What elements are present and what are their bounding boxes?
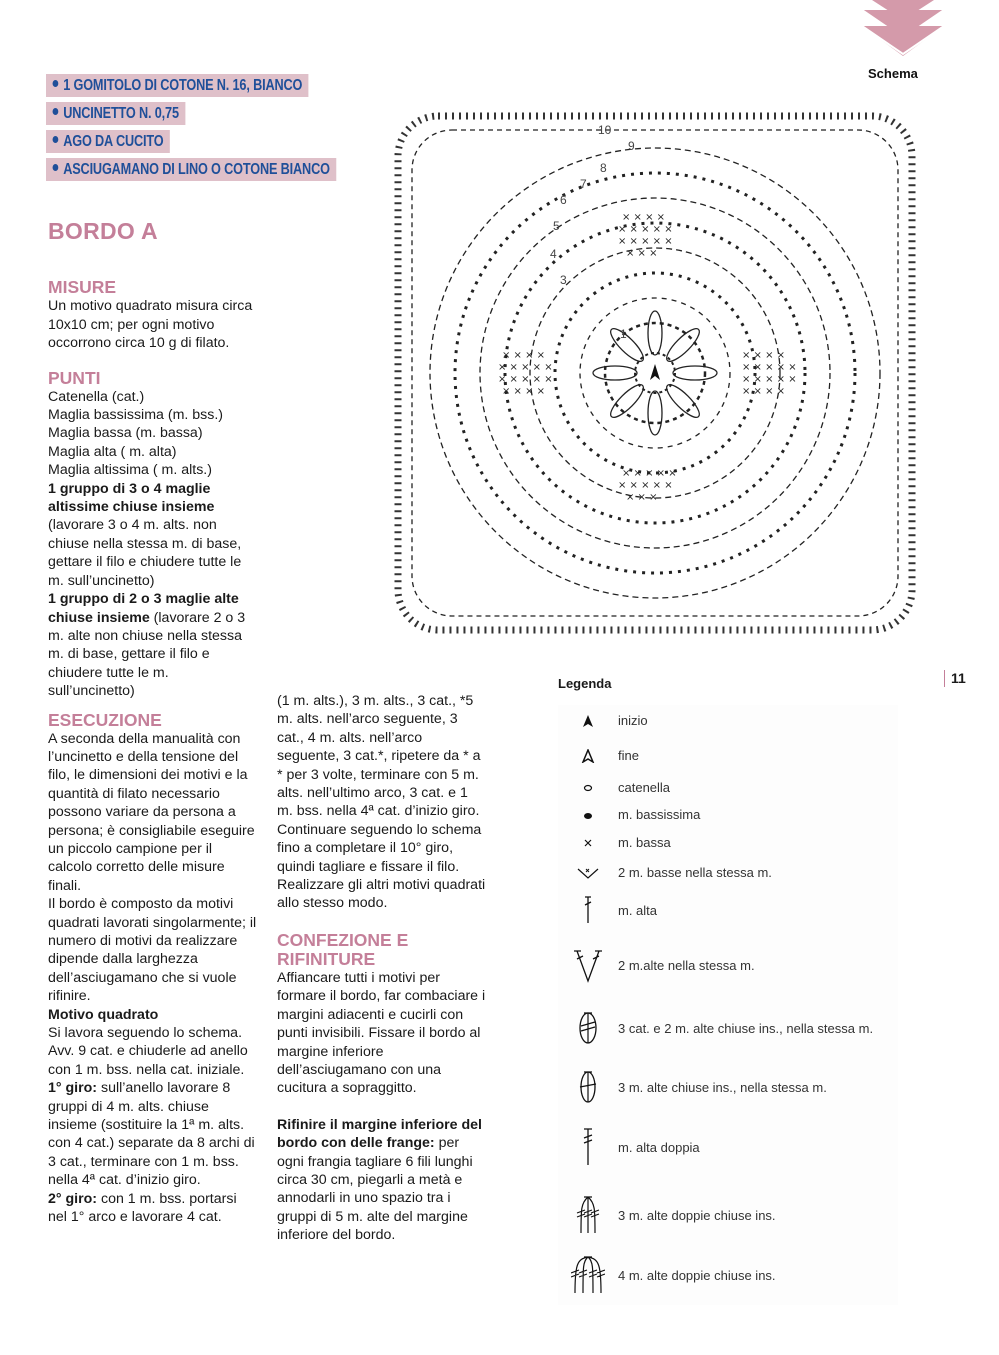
legend-item: inizio <box>558 713 648 728</box>
others-text: Realizzare gli altri motivi quadrati allo stesso modo. <box>277 877 486 912</box>
svg-text:7: 7 <box>580 177 587 191</box>
giro2-label: 2° giro: <box>48 1190 98 1207</box>
svg-text:× × × × ×: × × × × × <box>498 362 553 373</box>
article-column-2 <box>277 692 487 1245</box>
heading-esecuzione: ESECUZIONE <box>48 709 162 730</box>
double-crochet-icon <box>582 895 594 925</box>
heading-misure: MISURE <box>48 277 117 298</box>
svg-text:× × × ×: × × × × <box>742 386 786 397</box>
svg-text:× × ×: × × × <box>626 248 658 259</box>
article-title: BORDO A <box>48 218 158 244</box>
article-column-1 <box>48 218 258 1227</box>
group2-title: 1 gruppo di 2 o 3 maglie alte chiuse insieme <box>48 591 239 626</box>
legend-item: m. alta <box>558 895 657 925</box>
svg-text:4: 4 <box>550 247 557 261</box>
svg-text:3: 3 <box>560 273 567 287</box>
two-dc-same-stitch-icon <box>573 947 603 983</box>
svg-text:× × × × ×: × × × × × <box>618 480 673 491</box>
svg-text:10: 10 <box>598 123 612 137</box>
4tr-cluster-icon <box>571 1255 605 1295</box>
heading-confezione: CONFEZIONE E RIFINITURE <box>277 929 409 969</box>
bullet-icon <box>53 108 59 115</box>
legend-item: 3 m. alte doppie chiuse ins. <box>558 1195 776 1235</box>
legend-item: m. alta doppia <box>558 1127 700 1167</box>
legend-item: m. bassa <box>558 835 671 850</box>
material-item: UNCINETTO N. 0,75 <box>46 102 185 125</box>
material-item: 1 GOMITOLO DI COTONE N. 16, BIANCO <box>46 74 309 97</box>
esecuzione-p1: A seconda della manualità con l’uncinetto e della tensione del filo, le dimensioni dei motivi e la quantità di filato necessario possono variare da persona a persona; è consigliabile eseguire un piccolo campione per il calcolo corretto delle misure finali. <box>48 730 255 894</box>
motivo-text: Si lavora seguendo lo schema. Avv. 9 cat. e chiuderle ad anello con 1 m. bss. nella cat. iniziale. <box>48 1025 248 1078</box>
single-crochet-x-icon <box>583 838 593 848</box>
bullet-icon <box>53 80 59 87</box>
start-arrow-filled-icon <box>581 714 595 728</box>
svg-text:× × × × ×: × × × × × <box>742 374 797 385</box>
end-arrow-outline-icon <box>581 749 595 763</box>
svg-text:× × × × ×: × × × × × <box>618 224 673 235</box>
svg-text:5: 5 <box>553 219 560 233</box>
punti-line: Maglia altissima ( m. alts.) <box>48 462 212 479</box>
group1-title: 1 gruppo di 3 o 4 maglie altissime chiuse insieme <box>48 480 215 516</box>
svg-text:× × ×: × × × <box>626 492 658 503</box>
heading-punti: PUNTI <box>48 367 101 388</box>
legend-item: 4 m. alte doppie chiuse ins. <box>558 1255 776 1295</box>
confezione-text: Affiancare tutti i motivi per formare il bordo, far combaciare i margini adiacenti e cucirli con punti invisibili. Fissare il bordo al margine inferiore dell’asciugamano con una cucitura a sopraggitto. <box>277 969 486 1097</box>
motivo-heading: Motivo quadrato <box>48 1006 159 1023</box>
bullet-icon <box>53 164 59 171</box>
legend-item: 2 m. basse nella stessa m. <box>558 865 772 880</box>
svg-text:× × × × ×: × × × × × <box>622 468 677 479</box>
materials-list <box>46 74 400 186</box>
frange-text: per ogni frangia tagliare 6 fili lunghi circa 30 cm, piegarli a metà e annodarli in uno spazio tra i gruppi di 5 m. alte del margine inferiore del bordo. <box>277 1135 473 1244</box>
material-item: AGO DA CUCITO <box>46 130 170 153</box>
treble-crochet-icon <box>581 1127 595 1167</box>
svg-text:9: 9 <box>628 139 635 153</box>
giro2-continued: (1 m. alts.), 3 m. alts., 3 cat., *5 m. alts. nell’arco seguente, 3 cat., 4 m. alts. nell’arco seguente, 3 cat.*, ripetere da * a * per 3 volte, terminare con 5 m. alts. nell’ultimo arco, 3 cat. e 1 m. bss. nella 4ª cat. d’inizio giro. <box>277 693 481 820</box>
crochet-diagram <box>390 108 920 638</box>
svg-text:1: 1 <box>620 327 627 341</box>
section-label: Schema <box>868 66 918 81</box>
slip-stitch-dot-icon <box>583 811 593 819</box>
page-number: 11 <box>944 670 966 687</box>
svg-text:8: 8 <box>600 161 607 175</box>
svg-text:× × × × ×: × × × × × <box>742 362 797 373</box>
svg-text:× × × ×: × × × × <box>502 350 546 361</box>
chevron-logo-icon <box>862 0 944 58</box>
svg-text:× × × × ×: × × × × × <box>618 236 673 247</box>
legend-item: m. bassissima <box>558 807 700 822</box>
punti-line: Maglia bassissima (m. bss.) <box>48 407 224 424</box>
material-item: ASCIUGAMANO DI LINO O COTONE BIANCO <box>46 158 336 181</box>
legend-item: 2 m.alte nella stessa m. <box>558 947 755 983</box>
legend-item: fine <box>558 748 639 763</box>
giro1-text: sull’anello lavorare 8 gruppi di 4 m. alts. chiuse insieme (sostituire la 1ª m. alts. con 4 cat.) separate da 8 archi di 3 cat., terminare con 1 m. bss. nella 4ª cat. d’inizio giro. <box>48 1080 255 1189</box>
3dc-cluster-icon <box>576 1069 600 1105</box>
misure-text: Un motivo quadrato misura circa 10x10 cm; per ogni motivo occorrono circa 10 g di filato. <box>48 298 253 352</box>
svg-text:× × × ×: × × × × <box>742 350 786 361</box>
legend-title: Legenda <box>558 676 612 691</box>
legend-panel <box>558 705 898 1305</box>
giro1-label: 1° giro: <box>48 1080 98 1097</box>
legend-item: 3 cat. e 2 m. alte chiuse ins., nella stessa m. <box>558 1010 873 1046</box>
ch3-2dc-cluster-icon <box>576 1010 600 1046</box>
group2-text: (lavorare 2 o 3 m. alte non chiuse nella stessa m. di base, gettare il filo e chiudere tutte le m. sull’uncinetto) <box>48 609 246 700</box>
group1-text: (lavorare 3 o 4 m. alts. non chiuse nella stessa m. di base, gettare il filo e chiudere tutte le m. sull’uncinetto) <box>48 517 242 589</box>
legend-item: catenella <box>558 780 670 795</box>
continue-text: Continuare seguendo lo schema fino a completare il 10° giro, quindi tagliare e fissare il filo. <box>277 821 482 875</box>
esecuzione-p2: Il bordo è composto da motivi quadrati lavorati singolarmente; il numero di motivi da realizzare dipende dalla larghezza dell’asciugamano che si vuole rifinire. <box>48 896 257 1005</box>
frange-title: Rifinire il margine inferiore del bordo con delle frange: <box>277 1116 482 1152</box>
punti-line: Catenella (cat.) <box>48 388 145 405</box>
3tr-cluster-icon <box>575 1195 601 1235</box>
punti-line: Maglia alta ( m. alta) <box>48 443 177 460</box>
legend-item: 3 m. alte chiuse ins., nella stessa m. <box>558 1069 827 1105</box>
svg-text:× × × ×: × × × × <box>502 386 546 397</box>
chain-oval-icon <box>583 784 593 792</box>
svg-text:6: 6 <box>560 193 567 207</box>
bullet-icon <box>53 136 59 143</box>
svg-text:× × × × ×: × × × × × <box>498 374 553 385</box>
two-sc-same-stitch-icon <box>576 866 600 880</box>
giro2-text: con 1 m. bss. portarsi nel 1° arco e lavorare 4 cat. <box>48 1190 237 1226</box>
punti-line: Maglia bassa (m. bassa) <box>48 425 203 442</box>
svg-text:× × × ×: × × × × <box>622 212 666 223</box>
